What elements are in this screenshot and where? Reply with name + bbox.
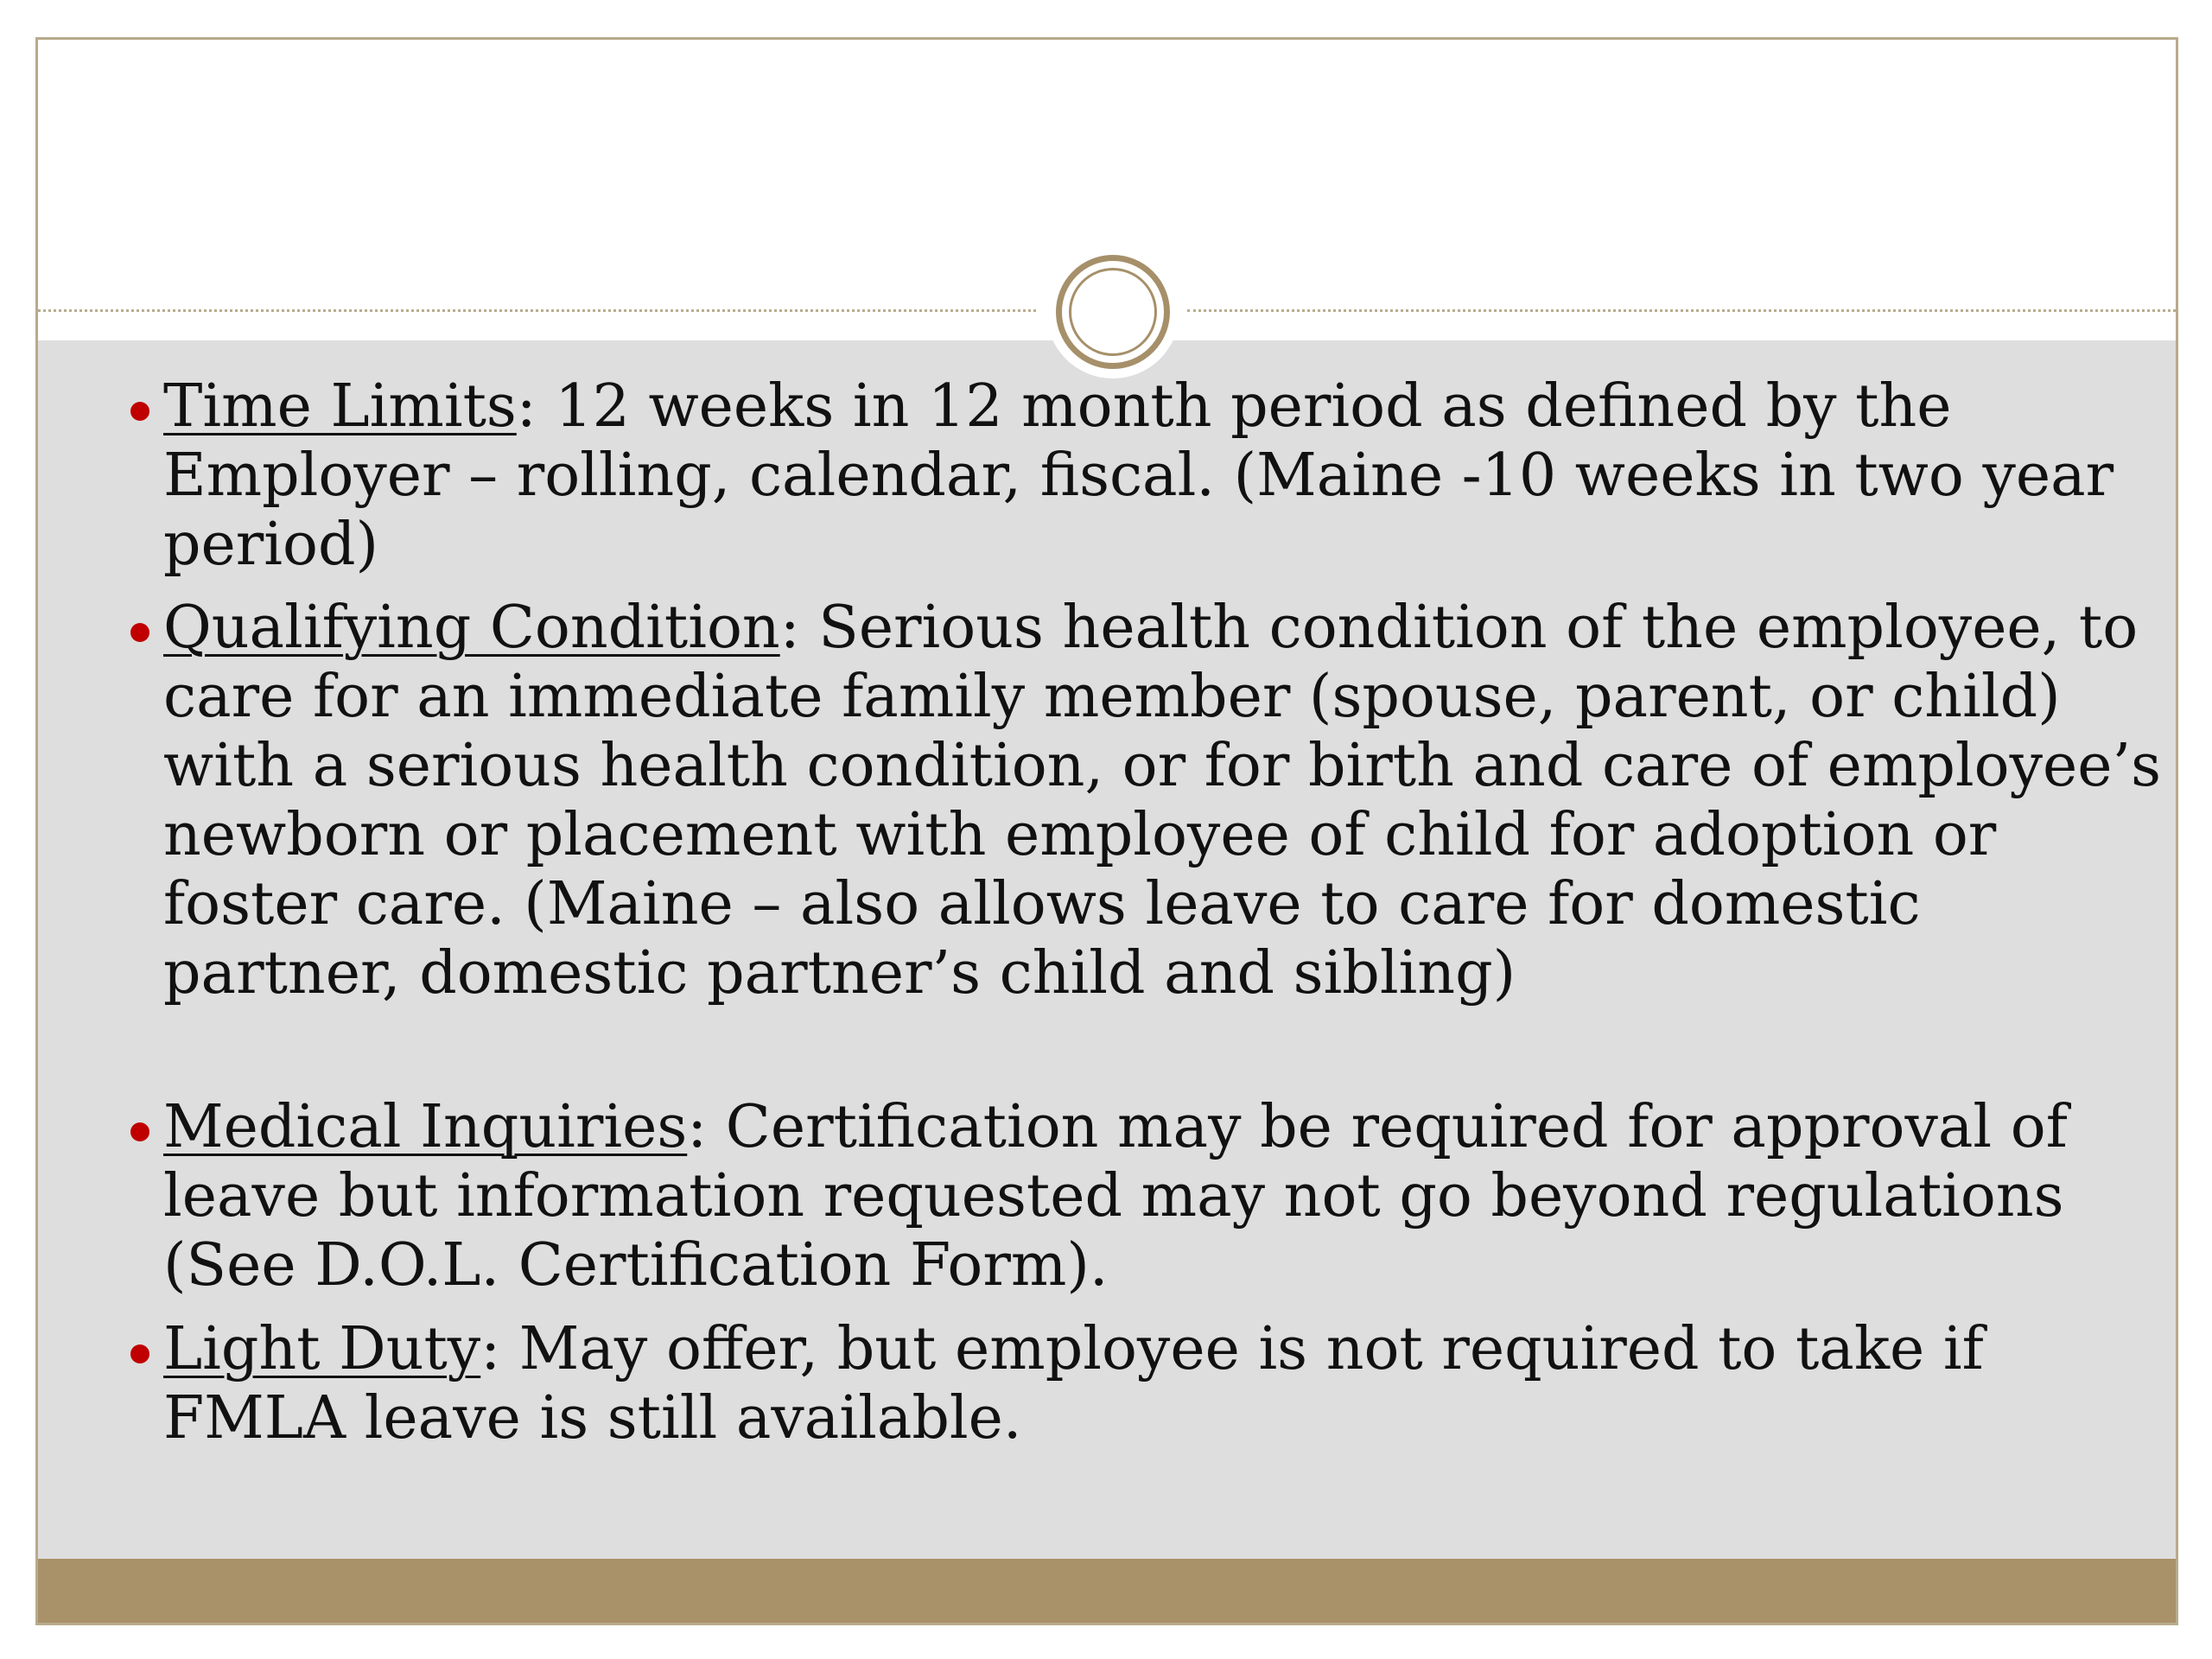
slide <box>35 37 2178 1625</box>
ring-ornament-icon <box>1056 255 1170 369</box>
bullet-dot-icon <box>130 1122 149 1141</box>
bullet-text: : May offer, but employee is not required to take if FMLA leave is still available. <box>163 1315 1984 1452</box>
footer-bar <box>38 1559 2176 1625</box>
bullet-text: : Certification may be required for approval of leave but information requested may not go beyond regulations (See D.O.L. Certification Form). <box>163 1093 2068 1300</box>
bullet-dot-icon <box>130 1344 149 1363</box>
bullet-term: Qualifying Condition <box>163 594 780 662</box>
bullet-item-qualifying-condition <box>163 594 2164 1008</box>
ring-inner <box>1069 268 1157 356</box>
bullet-dot-icon <box>130 402 149 421</box>
divider-line-left <box>38 309 1036 312</box>
bullet-term: Light Duty <box>163 1315 481 1383</box>
bullet-term: Time Limits <box>163 372 517 441</box>
bullet-term: Medical Inquiries <box>163 1093 688 1161</box>
bullet-item-time-limits <box>163 372 2164 580</box>
bullet-dot-icon <box>130 623 149 642</box>
bullet-text: : 12 weeks in 12 month period as defined by the Employer – rolling, calendar, fiscal. (Maine -10 weeks in two year period) <box>163 372 2114 579</box>
bullet-item-light-duty <box>163 1315 2164 1453</box>
bullet-text: : Serious health condition of the employee, to care for an immediate family member (spouse, parent, or child) with a serious health condition, or for birth and care of employee’s newborn or placement with employee of child for adoption or foster care. (Maine – also allows leave to care for domestic partner, domestic partner’s child and sibling) <box>163 594 2162 1007</box>
bullet-item-medical-inquiries <box>163 1093 2164 1300</box>
divider-line-right <box>1187 309 2178 312</box>
